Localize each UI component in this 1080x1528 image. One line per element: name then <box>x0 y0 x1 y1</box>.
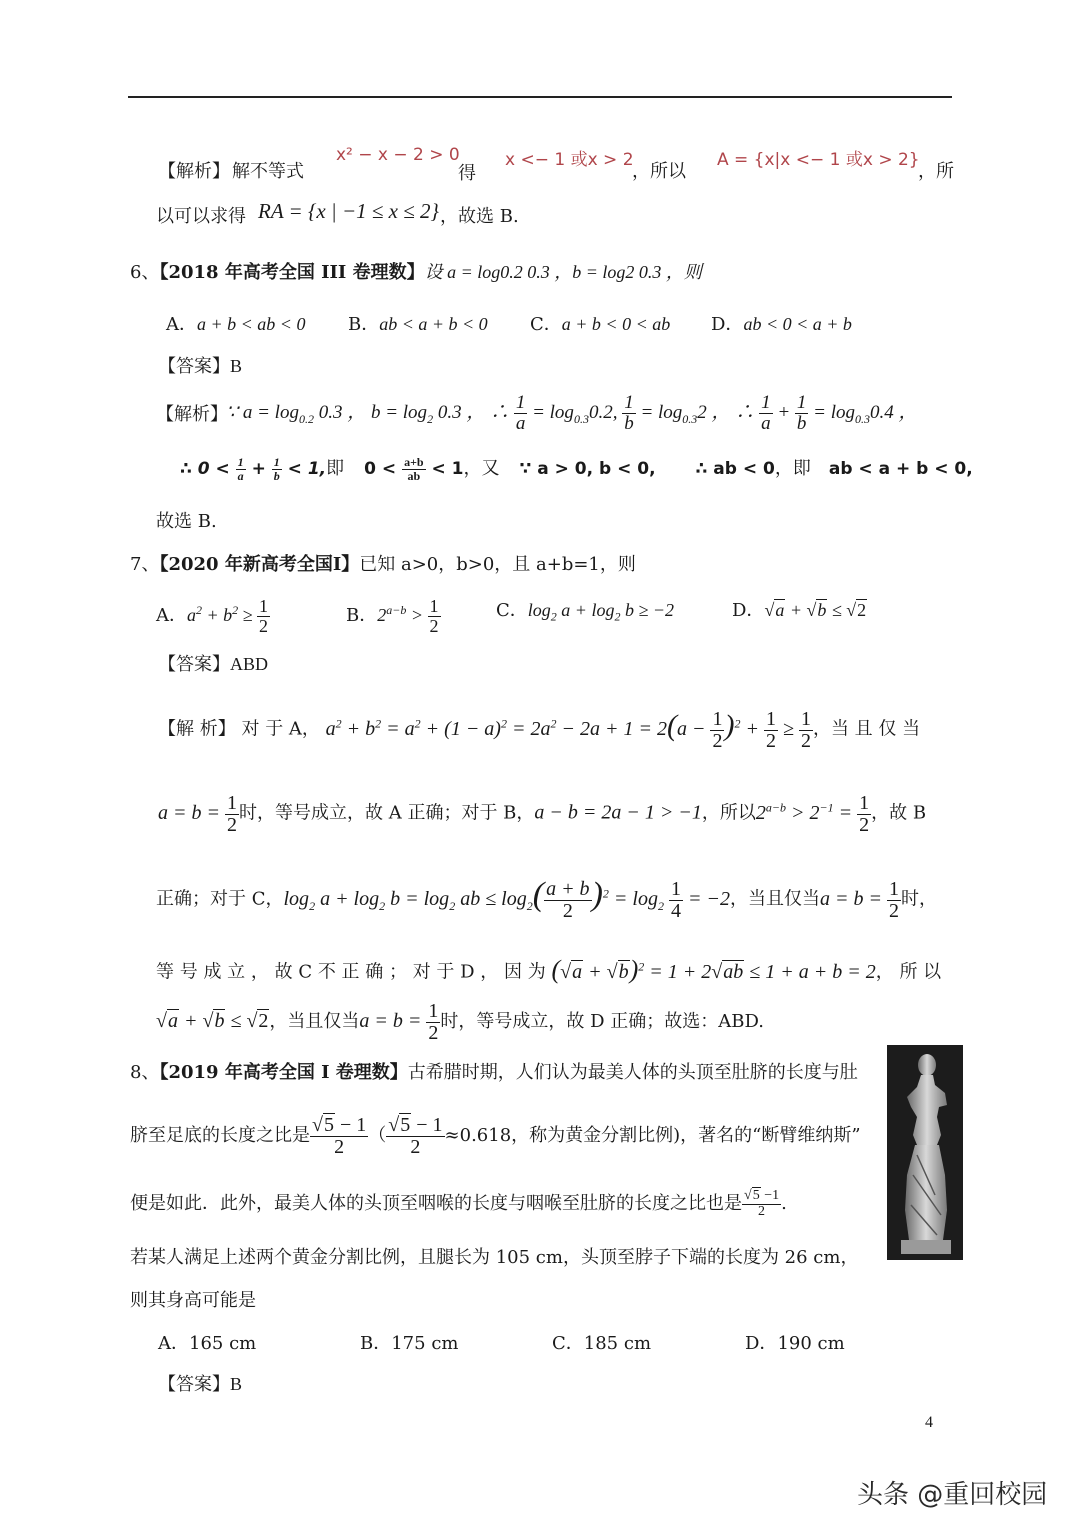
q7-option-c-label: C． <box>496 600 528 621</box>
q6-answer-label: 【答案】 <box>158 356 230 377</box>
q6-option-c-label: C． <box>530 314 562 335</box>
q8-option-a <box>158 1329 256 1355</box>
q7-analysis-line2: a = b = $\frac{1}{2}$ 时，等号成立，故 A 正确；对于 B，a − b = 2a − 1 > −1，所以$2^{a-b} > 2^{-1}$ = $\frac{1}{2}$ ，故 B <box>158 791 927 836</box>
q7-t9: 等 号 成 立 ， 故 C 不 正 确 ； 对 于 D ， 因 为 <box>156 961 546 983</box>
q8-option-c <box>552 1329 651 1355</box>
q5-solution: x <− 1 或x > 2 <box>505 150 634 170</box>
q8-option-a-label: A． <box>158 1333 189 1354</box>
q8-stem-line3: 便是如此．此外，最美人体的头顶至咽喉的长度与咽喉至肚脐的长度之比也是 $\frac{√5 -1}{2}$ . <box>130 1187 787 1219</box>
q5-text-a: 解不等式 <box>232 161 304 182</box>
q6-number: 6、 <box>130 262 160 283</box>
q8-option-d-label: D． <box>745 1333 778 1354</box>
q8-option-a-text: 165 cm <box>189 1333 257 1354</box>
q8-option-c-label: C． <box>552 1333 584 1354</box>
q8-option-b <box>360 1329 458 1355</box>
q8-option-d-text: 190 cm <box>777 1333 845 1354</box>
q8-option-d <box>745 1329 845 1355</box>
q6-option-a-label: A． <box>166 314 197 335</box>
header-rule <box>128 96 952 98</box>
q6-answer-value: B <box>230 356 243 376</box>
q6-source: 【2018 年高考全国 III 卷理数】 <box>159 262 425 283</box>
q6-ji2: ，即 <box>774 458 811 479</box>
q7-t4: ，所以 <box>701 802 756 824</box>
q7-t5: ，故 B <box>871 802 927 824</box>
q7-answer-label: 【答案】 <box>158 654 230 675</box>
q7-t1: 对 于 A， <box>241 718 320 740</box>
q5-inequality: x² − x − 2 > 0 <box>336 145 460 165</box>
q7-t12: 时，等号成立，故 D 正确；故选：ABD. <box>440 1011 765 1032</box>
q6-option-c <box>530 310 670 336</box>
q7-option-b-label: B． <box>346 605 378 626</box>
page-number: 4 <box>925 1414 933 1431</box>
q6-stem <box>130 258 702 284</box>
q8-stem-line5: 则其身高可能是 <box>130 1290 256 1311</box>
q7-t7: ，当且仅当 <box>729 888 820 910</box>
q8-line2-a: 脐至足底的长度之比是 <box>130 1125 310 1146</box>
q7-answer <box>158 650 268 676</box>
q7-option-a-label: A． <box>156 605 187 626</box>
q7-option-d-label: D． <box>732 600 765 621</box>
q5-analysis-label: 【解析】 <box>158 161 230 182</box>
q8-answer-label: 【答案】 <box>158 1374 230 1395</box>
q6-option-d <box>711 310 852 336</box>
q7-analysis-line3: 正确；对于 C，$\log_2 a + \log_2 b = \log_2$ ab ≤ $\log_2$( $\frac{a + b}{2}$ )$^2 = \log_2$ $\frac{1}{4}$ = −2，当且仅当a = b = $\frac{1}{2}$ 时， <box>156 875 937 922</box>
q7-analysis-line1: 【解 析】 对 于 A， $a^2 + b^2 = a^2 + (1 - a)^2 = 2a^2 - 2a + 1 = 2(a$ − $\frac{1}{2}$ )$^2$ + $\frac{1}{2}$ ≥ $\frac{1}{2}$ ，当 且 仅 当 <box>158 707 921 752</box>
q7-t2: ，当 且 仅 当 <box>812 718 921 740</box>
q7-stem <box>130 550 636 576</box>
q6-answer <box>158 352 242 378</box>
q6-option-c-text: a + b < 0 < ab <box>561 314 671 334</box>
q6-ji: 即 <box>326 458 345 479</box>
q6-option-d-text: ab < 0 < a + b <box>743 314 852 334</box>
q7-option-b: B．$2^{a-b}$ > $\frac{1}{2}$ <box>346 596 439 637</box>
q5-set-a: A = {x|x <− 1 或x > 2} <box>717 150 920 170</box>
q7-option-d: D．√a + √b ≤ √2 <box>732 600 867 621</box>
q6-option-b-label: B． <box>348 314 380 335</box>
q7-analysis-label: 【解 析】 <box>158 718 236 740</box>
q8-answer-value: B <box>230 1374 243 1394</box>
q5-line2-b: ，故选 B. <box>440 206 519 227</box>
q6-analysis-line2: ∴ 0 < $\frac{1}{a}$ + $\frac{1}{b}$ < 1,即 0 < $\frac{a+b}{ab}$ < 1，又 ∵ a > 0, b < 0, ∴ ab < 0，即 ab < a + b < 0, <box>180 454 973 483</box>
q6-option-a-text: a + b < ab < 0 <box>197 314 306 334</box>
q7-number: 7、 <box>130 554 160 575</box>
q7-option-c: C．$\log_2 a + \log_2 b \ge -2$ <box>496 600 674 624</box>
q6-stem-text: 设 a = log0.2 0.3 ，b = log2 0.3 ，则 <box>424 262 702 282</box>
q7-t8: 时， <box>900 888 937 910</box>
statue-icon <box>887 1045 963 1260</box>
q7-t10: ， 所 以 <box>875 961 942 983</box>
q8-option-b-label: B． <box>360 1333 392 1354</box>
q6-option-a <box>166 310 305 336</box>
q7-answer-value: ABD <box>230 654 269 674</box>
q8-option-b-text: 175 cm <box>391 1333 459 1354</box>
q7-stem-text: 已知 a>0，b>0，且 a+b=1，则 <box>359 554 636 575</box>
q7-analysis-line4: 等 号 成 立 ， 故 C 不 正 确 ； 对 于 D ， 因 为 $(√a + √b)^2 = 1 + 2√ab \le 1 + a + b = 2$， 所 以 <box>156 954 942 984</box>
q7-option-a: A．$a^2 + b^2$ ≥ $\frac{1}{2}$ <box>156 596 269 637</box>
q7-t6: 正确；对于 C， <box>156 888 284 910</box>
q6-option-d-label: D． <box>711 314 744 335</box>
q5-complement: RA = {x | −1 ≤ x ≤ 2} <box>258 199 439 223</box>
q8-stem-line2: 脐至足底的长度之比是 $\frac{√5 - 1}{2}$ （ $\frac{√5 - 1}{2}$ ≈0.618，称为黄金分割比例)，著名的“断臂维纳斯” <box>130 1113 861 1158</box>
q7-analysis-line5: √a + √b ≤ √2，当且仅当a = b = $\frac{1}{2}$ 时，等号成立，故 D 正确；故选：ABD. <box>156 999 765 1044</box>
q5-suo: ，所 <box>918 161 954 182</box>
q5-de: 得 <box>458 163 476 184</box>
q6-analysis-formula: ∵ $a = \log_{0.2} 0.3$ ， $b = \log_2 0.3$ ， ∴ $\frac{1}{a}$ = $\log_{0.3}0.2$, $\frac{1}{b}$ = $\log_{0.3}2$ ， ∴ $\frac{1}{a}$ + $\frac{1}{b}$ = $\log_{0.3}0.4$ ， <box>226 392 918 435</box>
q6-you: ，又 <box>463 458 500 479</box>
q8-source: 【2019 年高考全国 I 卷理数】 <box>159 1062 408 1083</box>
q8-option-c-text: 185 cm <box>583 1333 652 1354</box>
q8-stem-line4: 若某人满足上述两个黄金分割比例，且腿长为 105 cm，头顶至脖子下端的长度为 26 cm， <box>130 1247 859 1268</box>
q8-stem-line1 <box>130 1058 858 1084</box>
q8-line2-b: （ <box>368 1125 387 1146</box>
q5-suoyi: ，所以 <box>632 161 686 182</box>
q8-line1-text: 古希腊时期，人们认为最美人体的头顶至肚脐的长度与肚 <box>407 1062 858 1083</box>
q7-t3: 时，等号成立，故 A 正确；对于 B， <box>239 802 535 824</box>
q8-number: 8、 <box>130 1062 160 1083</box>
q8-answer <box>158 1370 242 1396</box>
q6-option-b <box>348 310 488 336</box>
q7-source: 【2020 年新高考全国Ⅰ】 <box>159 554 360 575</box>
q6-option-b-text: ab < a + b < 0 <box>379 314 488 334</box>
watermark: 头条 @重回校园 <box>857 1480 1048 1510</box>
q5-line2-a: 以可以求得 <box>156 206 246 227</box>
q8-line2-c: ≈0.618，称为黄金分割比例)，著名的“断臂维纳斯” <box>444 1125 861 1146</box>
q7-t11: ，当且仅当 <box>269 1011 360 1032</box>
q6-conclusion: 故选 B. <box>156 511 217 532</box>
q6-analysis-label: 【解析】 <box>156 404 228 425</box>
q8-line3-text: 便是如此．此外，最美人体的头顶至咽喉的长度与咽喉至肚脐的长度之比也是 <box>130 1193 742 1214</box>
